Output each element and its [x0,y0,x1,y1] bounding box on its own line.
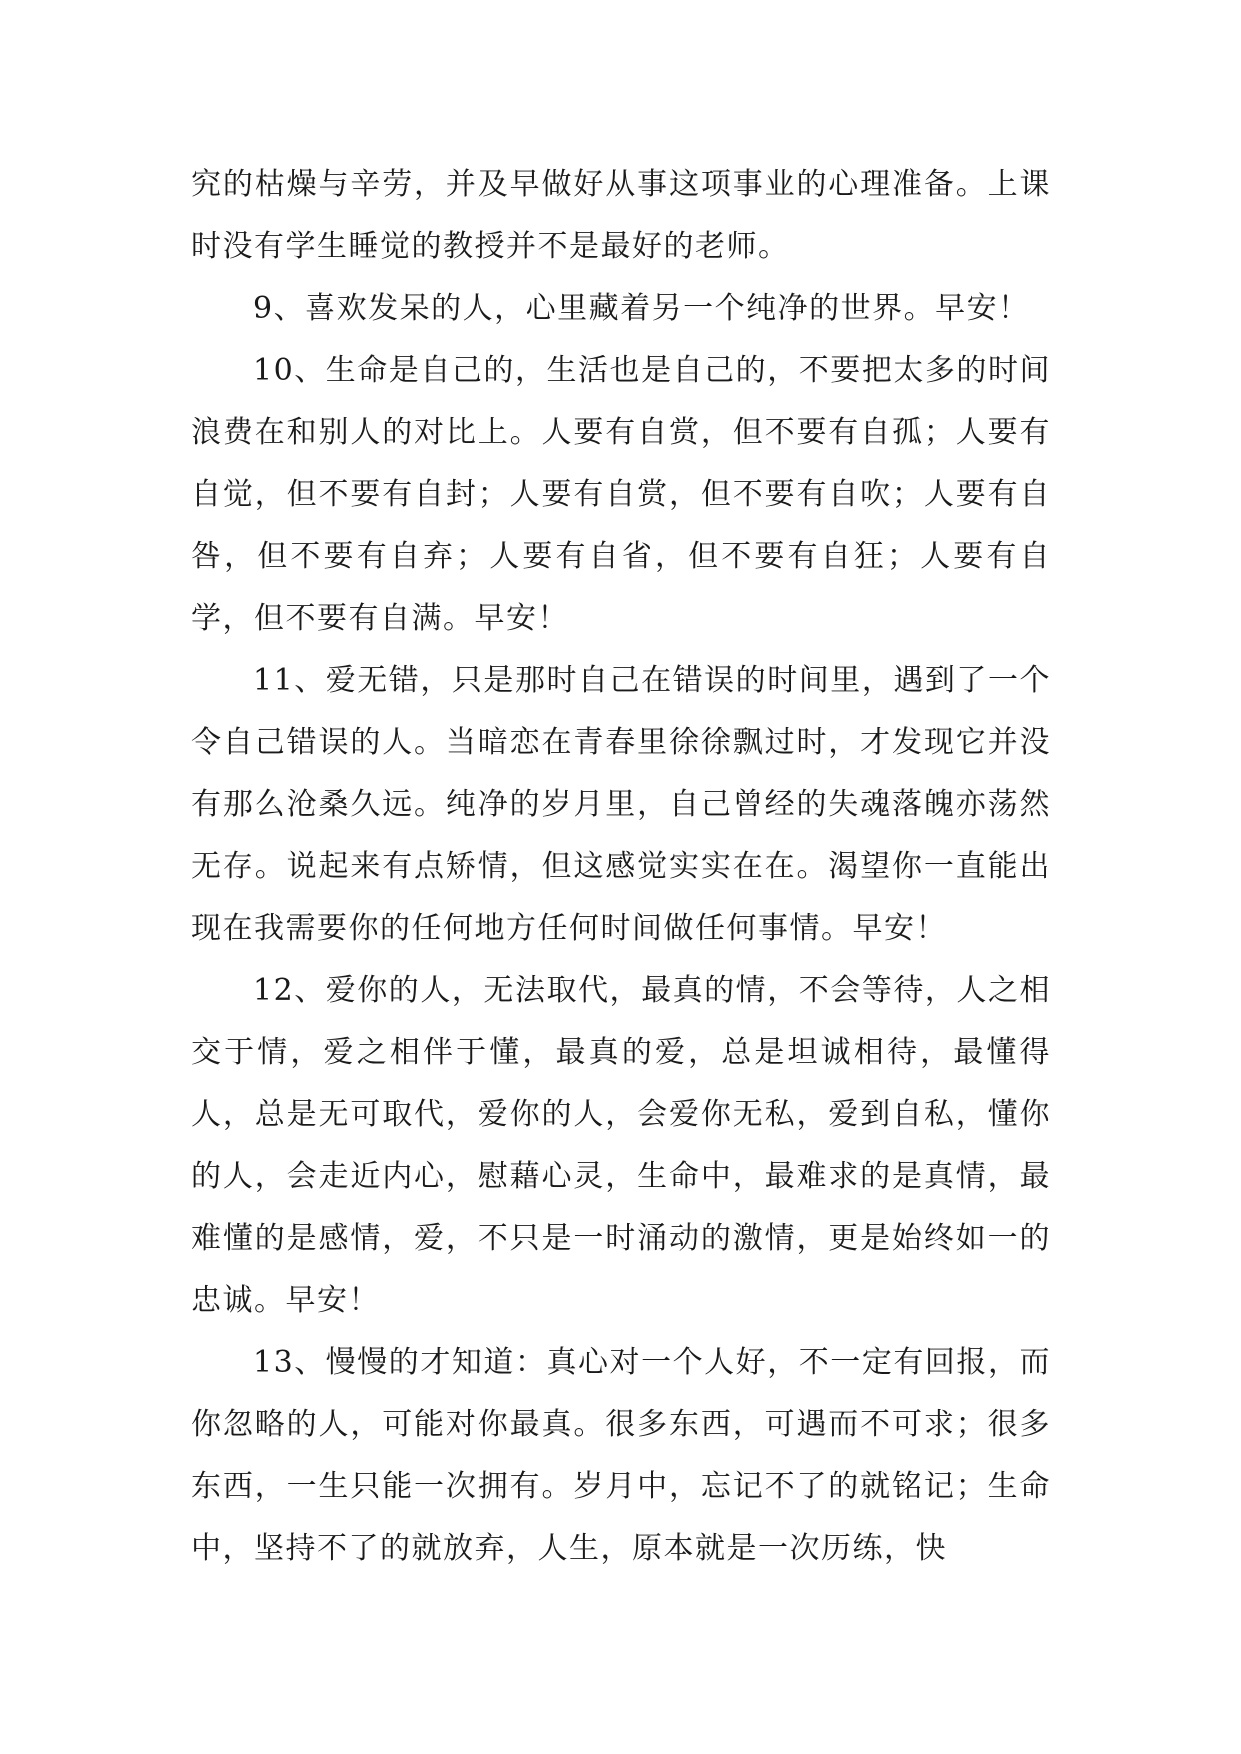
paragraph-item-12: 12、爱你的人，无法取代，最真的情，不会等待，人之相交于情，爱之相伴于懂，最真的爱，总是坦诚相待，最懂得人，总是无可取代，爱你的人，会爱你无私，爱到自私，懂你的人，会走近内心，慰藉心灵，生命中，最难求的是真情，最难懂的是感情，爱，不只是一时涌动的激情，更是始终如一的忠诚。早安！ [191,973,1051,1318]
paragraph-item-13: 13、慢慢的才知道：真心对一个人好，不一定有回报，而你忽略的人，可能对你最真。很多东西，可遇而不可求；很多东西，一生只能一次拥有。岁月中，忘记不了的就铭记；生命中，坚持不了的就放弃，人生，原本就是一次历练，快 [191,1345,1051,1566]
document-page [191,154,1051,1580]
paragraph-item-10: 10、生命是自己的，生活也是自己的，不要把太多的时间浪费在和别人的对比上。人要有自赏，但不要有自孤；人要有自觉，但不要有自封；人要有自赏，但不要有自吹；人要有自咎，但不要有自弃；人要有自省，但不要有自狂；人要有自学，但不要有自满。早安！ [191,353,1051,636]
paragraph-item-11: 11、爱无错，只是那时自己在错误的时间里，遇到了一个令自己错误的人。当暗恋在青春里徐徐飘过时，才发现它并没有那么沧桑久远。纯净的岁月里，自己曾经的失魂落魄亦荡然无存。说起来有点矫情，但这感觉实实在在。渴望你一直能出现在我需要你的任何地方任何时间做任何事情。早安！ [191,663,1051,946]
paragraph-item-9: 9、喜欢发呆的人，心里藏着另一个纯净的世界。早安！ [253,291,1030,326]
paragraph-continuation: 究的枯燥与辛劳，并及早做好从事这项事业的心理准备。上课时没有学生睡觉的教授并不是最好的老师。 [191,167,1051,264]
